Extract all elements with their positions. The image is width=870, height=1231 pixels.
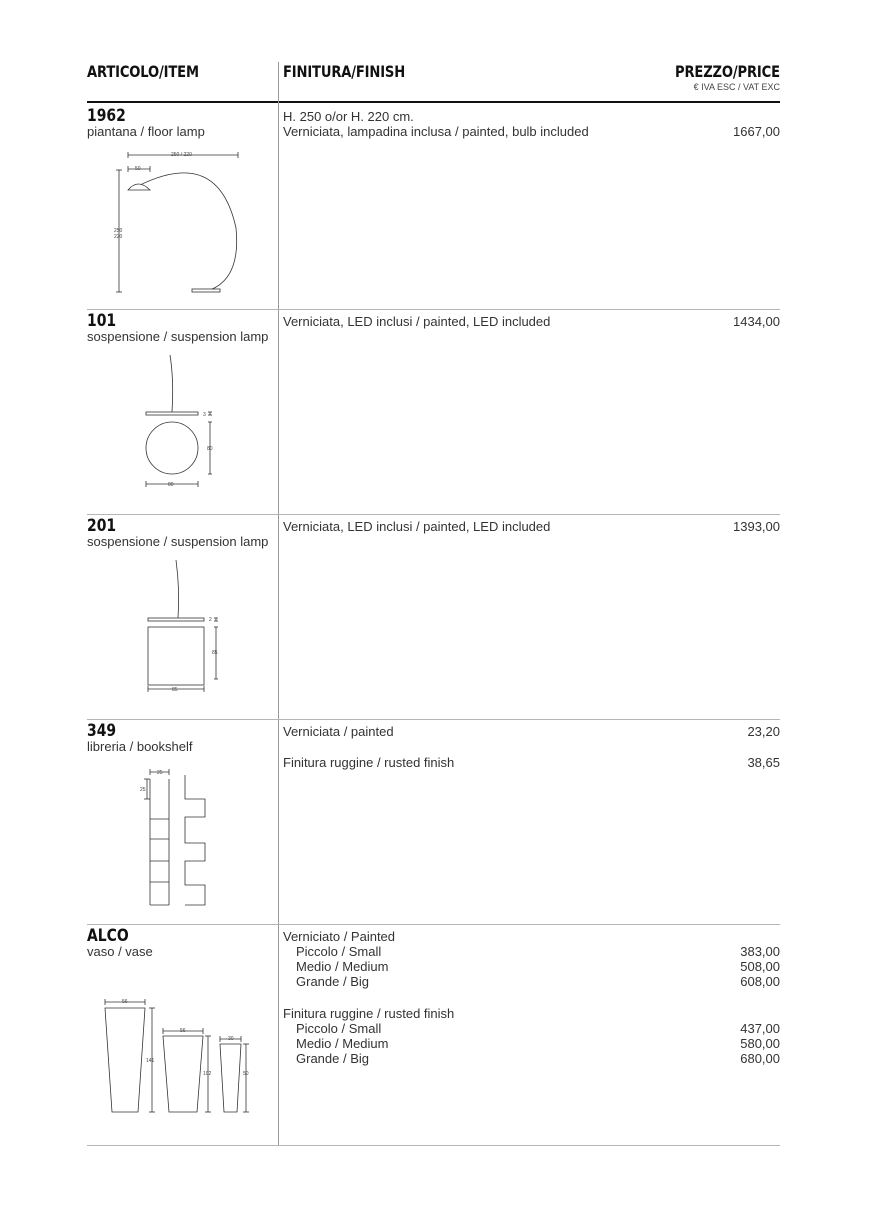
dim-width: 250 / 220 [171,152,192,158]
finish-label: Grande / Big [296,974,369,989]
price-value: 508,00 [740,959,780,974]
finish-label: Finitura ruggine / rusted finish [283,755,455,770]
finish-label: Verniciata / painted [283,724,394,739]
item-code: 349 [87,721,117,741]
dim-plate: 2 [209,617,212,623]
item-desc: sospensione / suspension lamp [87,534,269,549]
finish-label: Verniciata, LED inclusi / painted, LED included [283,519,551,534]
finish-label: Grande / Big [296,1051,369,1066]
row-separator [87,1145,780,1146]
finish-label: H. 250 o/or H. 220 cm. [283,109,414,124]
finish-group-title: Verniciato / Painted [283,929,396,944]
suspension-lamp-round-drawing [130,350,230,490]
dim-width: 25 [157,770,163,776]
dim-medium-width: 56 [180,1028,186,1034]
dim-height: 85 [212,650,218,656]
finish-group-title: Finitura ruggine / rusted finish [283,1006,455,1021]
item-desc: vaso / vase [87,944,153,959]
header-rule [87,101,780,103]
item-desc: piantana / floor lamp [87,124,205,139]
item-code: 201 [87,516,117,536]
header-finish: FINITURA/FINISH [283,62,406,81]
row-separator [87,514,780,515]
finish-label: Verniciata, LED inclusi / painted, LED included [283,314,551,329]
price-value: 23,20 [747,724,780,739]
price-value: 38,65 [747,755,780,770]
item-code: ALCO [87,926,129,946]
item-desc: libreria / bookshelf [87,739,193,754]
dim-width: 80 [168,482,174,488]
dim-height: 25 [140,787,146,793]
header-price-sub: € IVA ESC / VAT EXC [693,82,780,92]
suspension-lamp-square-drawing [140,555,230,700]
dim-height: 80 [207,446,213,452]
dim-shade: 50 [135,166,141,172]
column-divider [278,62,279,1146]
dim-medium-height: 102 [203,1071,212,1077]
header-article: ARTICOLO/ITEM [87,62,199,81]
price-value: 1667,00 [733,124,780,139]
finish-label: Piccolo / Small [296,1021,382,1036]
price-value: 1434,00 [733,314,780,329]
price-value: 608,00 [740,974,780,989]
dim-width: 85 [172,687,178,693]
header-price: PREZZO/PRICE [675,62,780,81]
dim-small-height: 50 [243,1071,249,1077]
item-desc: sospensione / suspension lamp [87,329,269,344]
vase-drawing [100,995,260,1120]
dim-big-width: 56 [122,999,128,1005]
item-code: 1962 [87,106,126,126]
bookshelf-drawing [135,765,220,910]
row-separator [87,309,780,310]
finish-label: Verniciata, lampadina inclusa / painted, bulb included [283,124,589,139]
dim-height-b: 220 [114,234,123,240]
price-value: 383,00 [740,944,780,959]
finish-label: Medio / Medium [296,959,389,974]
dim-big-height: 141 [146,1058,155,1064]
price-value: 680,00 [740,1051,780,1066]
price-value: 1393,00 [733,519,780,534]
floor-lamp-drawing [110,148,250,298]
price-value: 580,00 [740,1036,780,1051]
row-separator [87,719,780,720]
row-separator [87,924,780,925]
finish-label: Piccolo / Small [296,944,382,959]
dim-small-width: 30 [228,1036,234,1042]
dim-height-a: 250 [114,228,123,234]
finish-label: Medio / Medium [296,1036,389,1051]
dim-plate: 3 [203,412,206,418]
price-value: 437,00 [740,1021,780,1036]
item-code: 101 [87,311,117,331]
